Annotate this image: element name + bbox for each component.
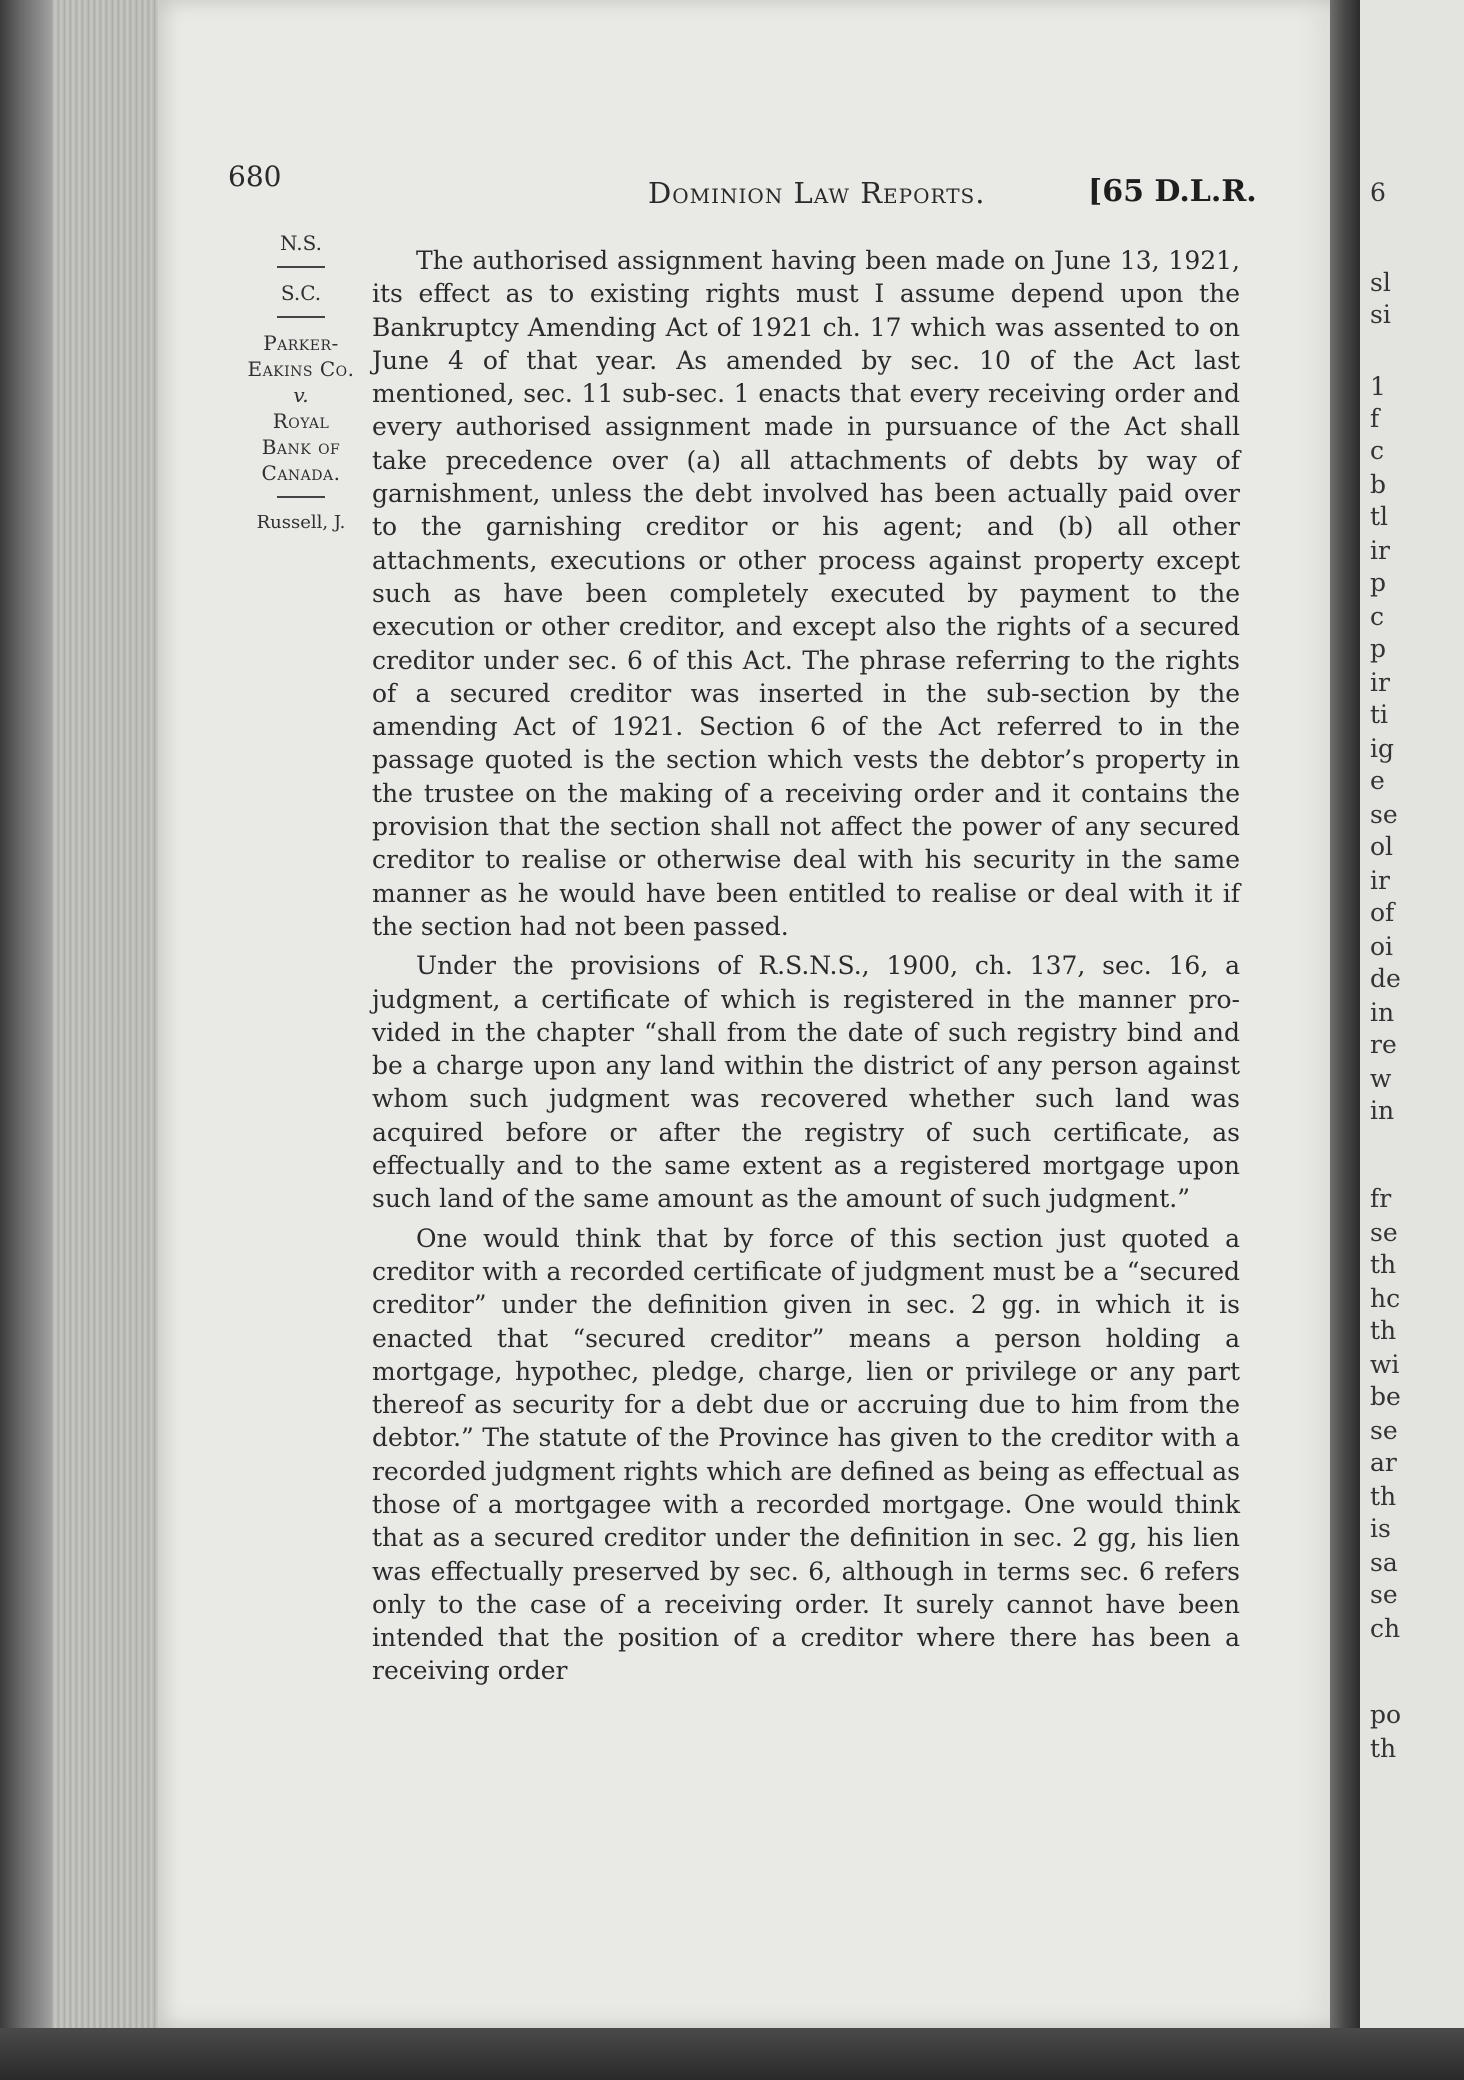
facing-page-fragment-line: ch xyxy=(1370,1614,1401,1643)
facing-page-fragment-line: in xyxy=(1370,1096,1395,1125)
facing-page-fragment-line: 6 xyxy=(1370,178,1386,207)
body-text xyxy=(372,244,1240,1694)
facing-page-fragment-line: b xyxy=(1370,470,1387,499)
paragraph: One would think that by force of this section just quoted a creditor with a recorded certificate of judgment must be a “secured creditor” under the definition given in sec. 2 gg. in which it is enacted that “secured creditor” means a person holding a mortgage, hypothec, pledge, charge, lien or privilege or any part thereof as security for a debt due or accruing due to him from the debtor.” The statute of the Province has given to the creditor with a recorded judgment rights which are defined as being as effectual as those of a mortgagee with a recorded mortgage. One would think that as a secured creditor under the definition in sec. 2 gg, his lien was effectually preserved by sec. 6, although in terms sec. 6 refers only to the case of a receiving order. It surely cannot have been intended that the position of a creditor where there has been a receiving order xyxy=(372,1223,1240,1686)
facing-page-fragment-line: po xyxy=(1370,1700,1402,1729)
facing-page-fragment-line: sa xyxy=(1370,1548,1398,1577)
facing-page-fragment-line: se xyxy=(1370,1416,1398,1445)
paragraph: Under the provisions of R.S.N.S., 1900, ch. 137, sec. 16, a judgment, a certificate of which is registered in the manner provided in the chapter “shall from the date of such registry bind and be a charge upon any land within the district of any person against whom such judgment was recovered whether such land was acquired before or after the registry of such certificate, as effectually and to the same extent as a registered mortgage upon such land of the same amount as the amount of such judgment.” xyxy=(372,951,1240,1214)
facing-page-fragment-line: ig xyxy=(1370,734,1394,763)
facing-page-fragment-line: of xyxy=(1370,898,1395,927)
book-gutter xyxy=(1330,0,1360,2040)
facing-page-fragment-line: fr xyxy=(1370,1184,1392,1213)
volume-reference: [65 D.L.R. xyxy=(1088,174,1257,209)
facing-page-fragment-line: th xyxy=(1370,1316,1397,1345)
facing-page-fragment-line: ir xyxy=(1370,866,1390,895)
facing-page-fragment-line: hc xyxy=(1370,1284,1401,1313)
facing-page-fragment-line: be xyxy=(1370,1382,1401,1411)
margin-case-line: Eakins Co. xyxy=(247,357,355,381)
paragraph: The authorised assignment having been made on June 13, 1921, its effect as to existing rights must I assume depend upon the Bankruptcy Amending Act of 1921 ch. 17 which was assented to on June 4 of that year. As amended by sec. 10 of the Act last mentioned, sec. 11 sub-sec. 1 enacts that every receiving order and every authorised assignment made in pursuance of the Act shall take precedence over (a) all attachments of debts by way of garnishment, unless the debt involved has been actually paid over to the garnishing creditor or his agent; and (b) all other attachments, executions or other process against property except such as have been completely executed by payment to the execution or other creditor, and except also the rights of a secured creditor under sec. 6 of this Act. The phrase referring to the rights of a secured creditor was inserted in the sub-section by the amending Act of 1921. Section 6 of the Act referred to in the passage quoted is the section which vests the debtor’s property in the trustee on the making of a receiving order and it contains the provision that the section shall not affect the power of any secured creditor to realise or otherwise deal with his security in the same manner as he would have been entitled to realise or deal with it if the section had not been passed. xyxy=(372,246,1240,941)
facing-page-fragment-line: re xyxy=(1370,1030,1397,1059)
margin-court: S.C. xyxy=(280,281,322,305)
page-stack-edges xyxy=(52,0,162,2030)
facing-page-fragment-line: ti xyxy=(1370,700,1389,729)
margin-case-line: v. xyxy=(293,383,309,407)
page-number: 680 xyxy=(228,160,282,193)
facing-page-fragment-line: de xyxy=(1370,964,1401,993)
scan-bottom-edge xyxy=(0,2028,1464,2080)
margin-rule xyxy=(277,316,325,318)
margin-case-line: Bank of xyxy=(261,435,341,459)
facing-page-fragment-line: c xyxy=(1370,602,1385,631)
facing-page-fragment-line: is xyxy=(1370,1514,1391,1543)
facing-page-fragment-line: se xyxy=(1370,1580,1398,1609)
facing-page-fragment-line: p xyxy=(1370,568,1387,597)
margin-note xyxy=(226,230,376,536)
facing-page-fragment-line: ir xyxy=(1370,536,1390,565)
facing-page-fragment-line: e xyxy=(1370,766,1385,795)
margin-case-line: Canada. xyxy=(261,461,341,485)
facing-page-fragment-line: tl xyxy=(1370,502,1389,531)
facing-page-fragment-line: wi xyxy=(1370,1350,1400,1379)
margin-case-line: Royal xyxy=(272,409,330,433)
facing-page-fragment-line: th xyxy=(1370,1250,1397,1279)
facing-page-fragment-line: ol xyxy=(1370,832,1394,861)
facing-page-fragment-line: c xyxy=(1370,436,1385,465)
facing-page-fragment-line: oi xyxy=(1370,932,1394,961)
running-title: Dominion Law Reports. xyxy=(648,176,986,210)
facing-page-fragment-line: th xyxy=(1370,1482,1397,1511)
facing-page-fragment-line: se xyxy=(1370,800,1398,829)
facing-page-fragment-line: si xyxy=(1370,300,1391,329)
facing-page-fragment-line: in xyxy=(1370,998,1395,1027)
facing-page-fragment-line: ar xyxy=(1370,1448,1397,1477)
facing-page-fragment-line: se xyxy=(1370,1218,1398,1247)
facing-page-fragment-line: f xyxy=(1370,404,1380,433)
margin-province: N.S. xyxy=(280,231,322,255)
margin-rule xyxy=(277,496,325,498)
facing-page-fragment-line: p xyxy=(1370,634,1387,663)
facing-page-fragment-line: th xyxy=(1370,1734,1397,1763)
facing-page-fragment-line: w xyxy=(1370,1064,1392,1093)
margin-judge: Russell, J. xyxy=(256,512,346,533)
margin-rule xyxy=(277,266,325,268)
margin-case-line: Parker- xyxy=(263,331,339,355)
facing-page-fragment-line: 1 xyxy=(1370,372,1386,401)
facing-page-fragment-line: ir xyxy=(1370,668,1390,697)
facing-page-fragment-line: sl xyxy=(1370,268,1391,297)
scan-left-edge xyxy=(0,0,60,2080)
facing-page-fragment xyxy=(1360,0,1464,2040)
